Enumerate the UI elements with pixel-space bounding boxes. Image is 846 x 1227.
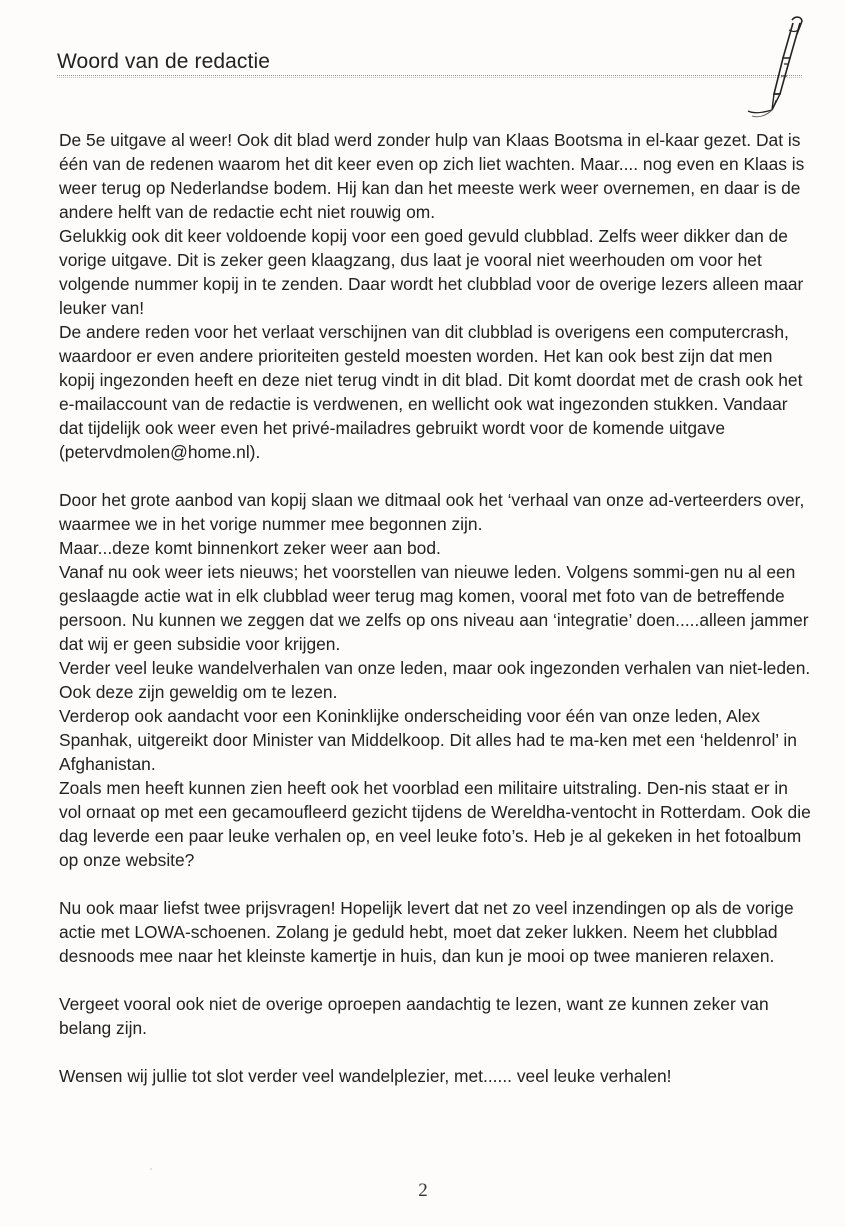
fountain-pen-icon: [740, 14, 812, 122]
title-divider: [57, 75, 802, 76]
paragraph-gap: [59, 872, 811, 896]
paper-speck: [150, 1168, 152, 1170]
paragraph: Verder veel leuke wandelverhalen van onze leden, maar ook ingezonden verhalen van niet-leden. Ook deze zijn geweldig om te lezen.: [59, 658, 811, 702]
title-divider-shadow: [57, 77, 802, 78]
paragraph: Vergeet vooral ook niet de overige oproepen aandachtig te lezen, want ze kunnen zeker van belang zijn.: [59, 994, 769, 1038]
paragraph-gap: [59, 464, 811, 488]
paragraph: Vanaf nu ook weer iets nieuws; het voorstellen van nieuwe leden. Volgens sommi-gen nu al een geslaagde actie wat in elk clubblad weer terug mag komen, vooral met foto van de betreffende persoon. Nu kunnen we zeggen dat we zelfs op ons niveau aan ‘integratie’ doen.....alleen jammer dat wij er geen subsidie voor krijgen.: [59, 562, 809, 654]
paragraph: De andere reden voor het verlaat verschijnen van dit clubblad is overigens een computercrash, waardoor er even andere prioriteiten gesteld moesten worden. Het kan ook best zijn dat men kopij ingezonden heeft en deze niet terug vindt in dit blad. Dit komt doordat met de crash ook het e-mailaccount van de redactie is verdwenen, en wellicht ook wat ingezonden stukken. Vandaar dat tijdelijk ook weer even het privé-mailadres gebruikt wordt voor de komende uitgave (petervdmolen@home.nl).: [59, 322, 803, 462]
page-title: Woord van de redactie: [57, 50, 271, 73]
paragraph: Zoals men heeft kunnen zien heeft ook het voorblad een militaire uitstraling. Den-nis staat er in vol ornaat op met een gecamoufleerd gezicht tijdens de Wereldha-ventocht in Rotterdam. Ook die dag leverde een paar leuke verhalen op, en veel leuke foto’s. Heb je al gekeken in het fotoalbum op onze website?: [59, 778, 811, 870]
editorial-body: [59, 128, 811, 1088]
paragraph: Gelukkig ook dit keer voldoende kopij voor een goed gevuld clubblad. Zelfs weer dikker dan de vorige uitgave. Dit is zeker geen klaagzang, dus laat je vooral niet weerhouden om voor het volgende nummer kopij in te zenden. Daar wordt het clubblad voor de overige lezers alleen maar leuker van!: [59, 226, 804, 318]
paragraph-gap: [59, 968, 811, 992]
paragraph: De 5e uitgave al weer! Ook dit blad werd zonder hulp van Klaas Bootsma in el-kaar gezet. Dat is één van de redenen waarom het dit keer even op zich liet wachten. Maar.... nog even en Klaas is weer terug op Nederlandse bodem. Hij kan dan het meeste werk weer overnemen, en daar is de andere helft van de redactie echt niet rouwig om.: [59, 130, 805, 222]
paragraph: Wensen wij jullie tot slot verder veel wandelplezier, met...... veel leuke verhalen!: [59, 1066, 672, 1086]
paragraph: Maar...deze komt binnenkort zeker weer aan bod.: [59, 538, 441, 558]
paragraph: Verderop ook aandacht voor een Koninklijke onderscheiding voor één van onze leden, Alex Spanhak, uitgereikt door Minister van Middelkoop. Dit alles had te ma-ken met een ‘heldenrol’ in Afghanistan.: [59, 706, 797, 774]
page-number: 2: [418, 1180, 428, 1201]
paragraph: Door het grote aanbod van kopij slaan we ditmaal ook het ‘verhaal van onze ad-verteerders over, waarmee we in het vorige nummer mee begonnen zijn.: [59, 490, 805, 534]
paragraph-gap: [59, 1040, 811, 1064]
paragraph: Nu ook maar liefst twee prijsvragen! Hopelijk levert dat net zo veel inzendingen op als de vorige actie met LOWA-schoenen. Zolang je geduld hebt, moet dat zeker lukken. Neem het clubblad desnoods mee naar het kleinste kamertje in huis, dan kun je mooi op twee manieren relaxen.: [59, 898, 794, 966]
